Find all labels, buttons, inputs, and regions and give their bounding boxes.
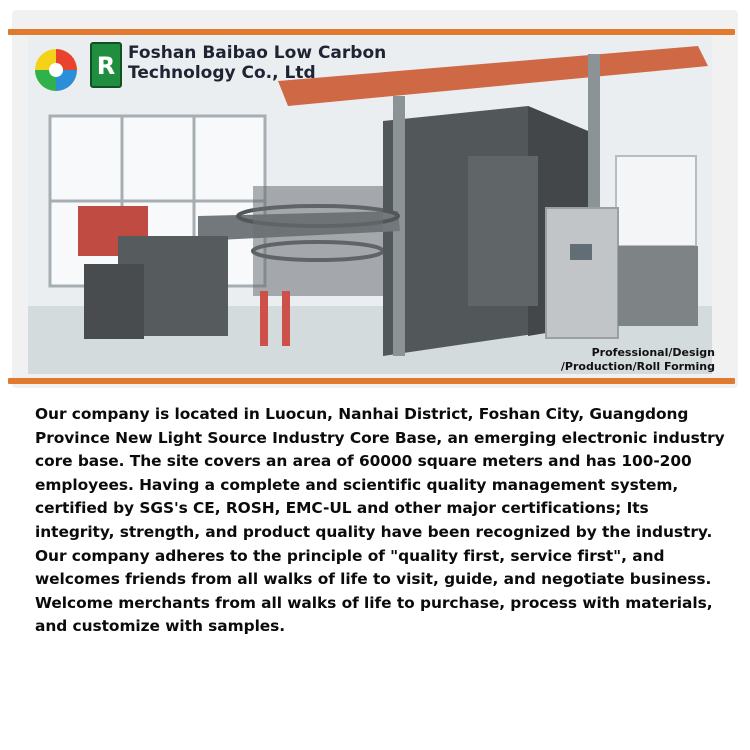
bottom-accent-bar bbox=[8, 378, 735, 384]
multicolor-circle-logo-icon bbox=[33, 47, 79, 93]
banner-caption: Professional/Design /Production/Roll Forming bbox=[560, 346, 715, 373]
green-letter-r-logo-icon bbox=[90, 42, 122, 88]
top-accent-bar bbox=[8, 29, 735, 35]
svg-text:R: R bbox=[96, 52, 116, 80]
factory-machine-photo bbox=[28, 36, 712, 374]
company-description: Our company is located in Luocun, Nanhai District, Foshan City, Guangdong Province New Light Source Industry Core Base, an emerging electronic industry core base. The site covers an area of 60000 square meters and has 100-200 employees. Having a complete and scientific quality management system, certified by SGS's CE, ROSH, EMC-UL and other major certifications; Its integrity, strength, and product quality have been recognized by the industry. Our company adheres to the principle of "quality first, service first", and welcomes friends from all walks of life to visit, guide, and negotiate business. Welcome merchants from all walks of life to purchase, process with materials, and customize with samples. bbox=[35, 405, 725, 636]
company-name: Foshan Baibao Low Carbon Technology Co., Ltd bbox=[128, 43, 387, 83]
